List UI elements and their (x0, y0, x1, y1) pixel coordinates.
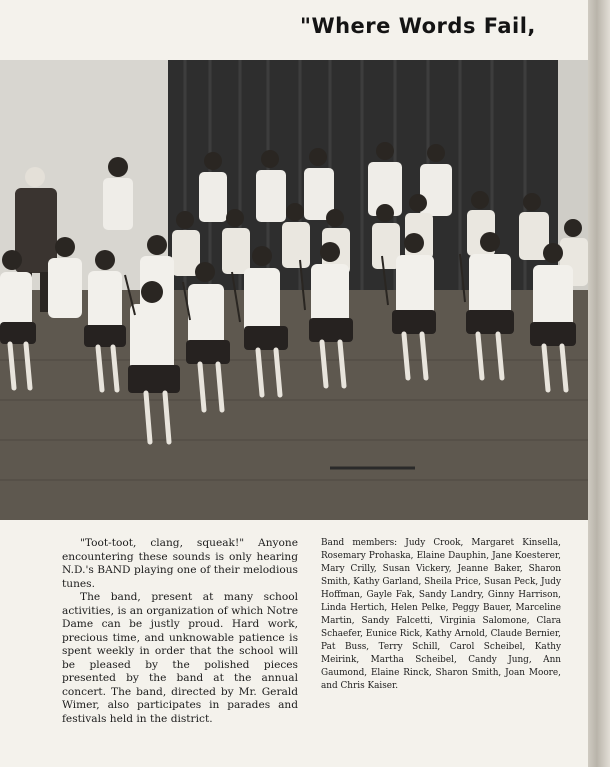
band-photo-illustration (0, 60, 590, 520)
band-group-photo (0, 60, 590, 520)
body-text-column (62, 537, 298, 726)
members-caption: Band members: Judy Crook, Margaret Kinsella, Rosemary Prohaska, Elaine Dauphin, Jane Koesterer, Mary Crilly, Susan Vickery, Jeanne Baker, Sharon Smith, Kathy Garland, Sheila Price, Susan Peck, Judy Hoffman, Gayle Fak, Sandy Landry, Ginny Harrison, Linda Hertich, Helen Pelke, Peggy Bauer, Marceline Martin, Sandy Falcetti, Virginia Salomone, Clara Schaefer, Eunice Rick, Kathy Arnold, Claude Bernier, Pat Buss, Terry Schill, Carol Scheibel, Kathy Meirink, Martha Scheibel, Candy Jung, Ann Gaumond, Elaine Rinck, Sharon Smith, Joan Moore, and Chris Kaiser. (321, 538, 561, 691)
body-paragraph-1: "Toot-toot, clang, squeak!" Anyone encountering these sounds is only hearing N.D.'s BAND playing one of their melodious tunes. (62, 537, 298, 590)
page-headline: "Where Words Fail, (300, 14, 536, 38)
members-caption-column (321, 537, 561, 693)
page-binding-edge (588, 0, 610, 767)
body-paragraph-2: The band, present at many school activities, is an organization of which Notre Dame can be justly proud. Hard work, precious time, and unknowable patience is spent weekly in order that the school will be pleased by the polished pieces presented by the band at the annual concert. The band, directed by Mr. Gerald Wimer, also participates in parades and festivals held in the district. (62, 591, 298, 725)
